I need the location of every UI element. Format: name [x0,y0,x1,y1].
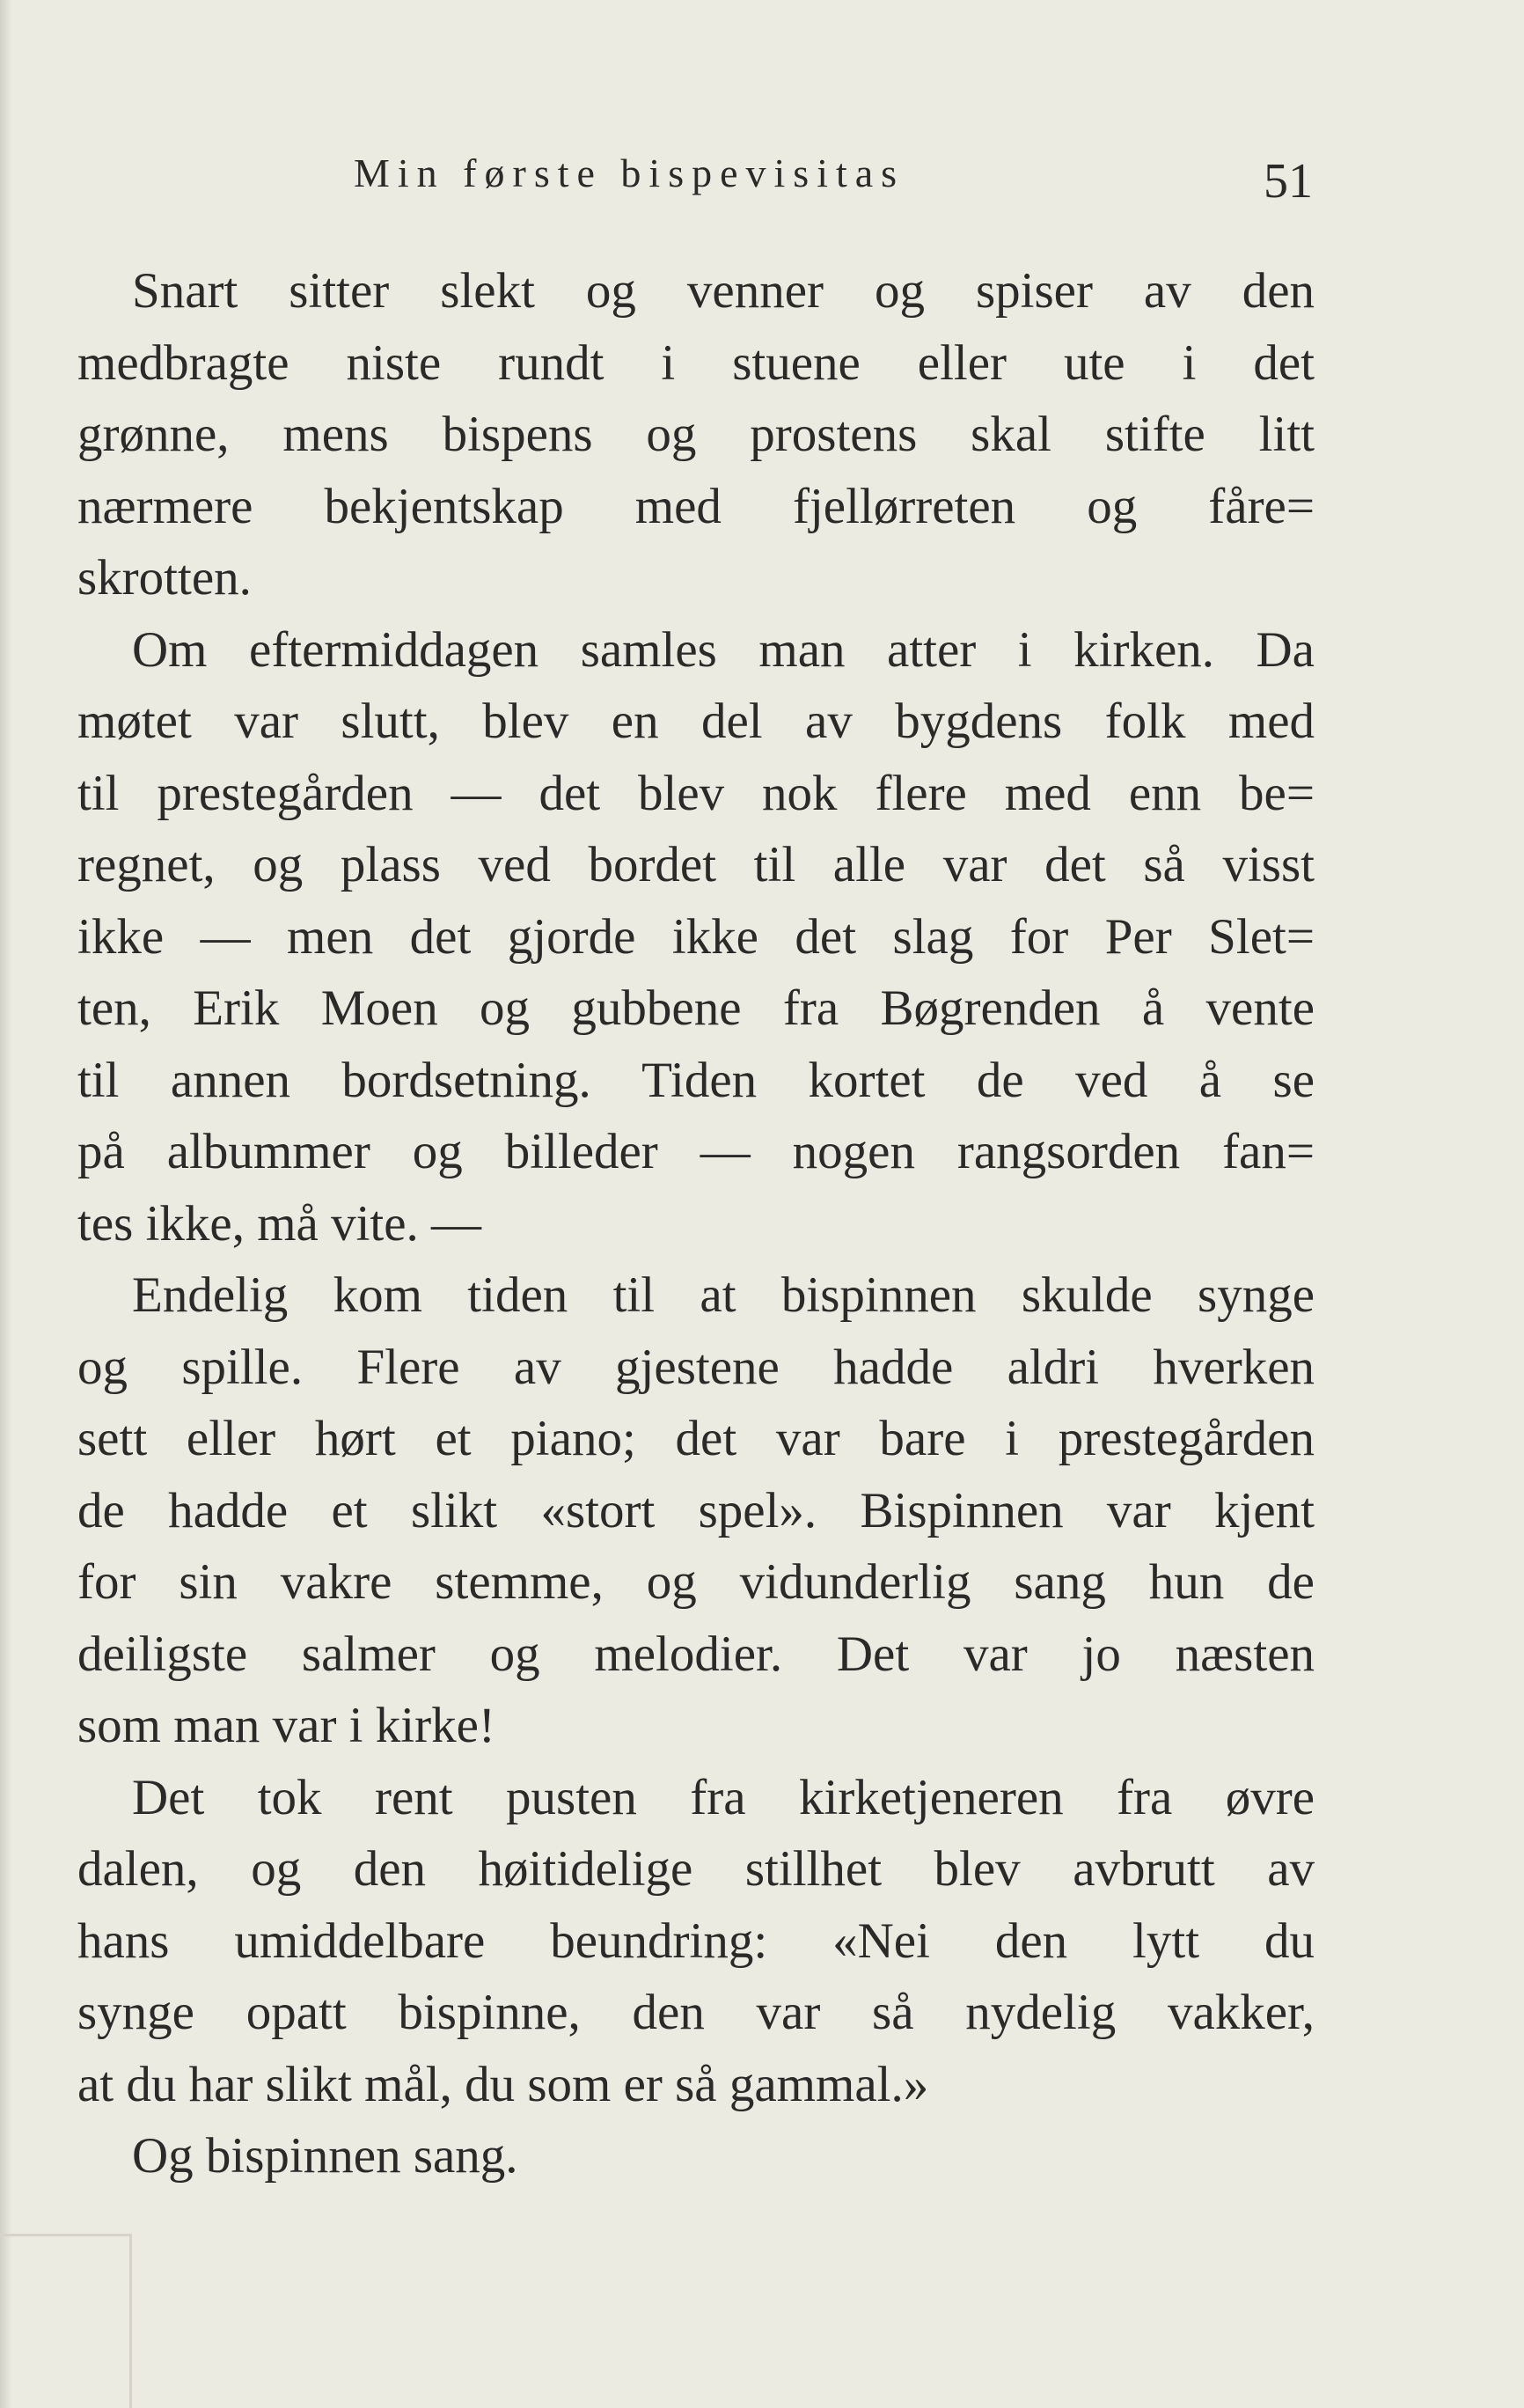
text-line: deiligste salmer og melodier. Det var jo næsten [77,1626,1315,1682]
text-line: på albummer og billeder — nogen rangsorden fan= [77,1124,1315,1179]
text-line: til prestegården — det blev nok flere med enn be= [77,765,1315,821]
text-line: Og bispinnen sang. [132,2128,518,2184]
text-line: Det tok rent pusten fra kirketjeneren fra øvre [132,1769,1315,1825]
text-line: at du har slikt mål, du som er så gammal.» [77,2056,929,2112]
text-line: grønne, mens bispens og prostens skal stifte litt [77,407,1315,462]
text-line: hans umiddelbare beundring: «Nei den lytt du [77,1912,1315,1969]
text-line: tes ikke, må vite. — [77,1195,482,1252]
text-line: medbragte niste rundt i stuene eller ute i det [77,334,1315,391]
text-line: skrotten. [77,550,252,606]
text-line: møtet var slutt, blev en del av bygdens folk med [77,694,1315,749]
page-edge-mark [0,2234,132,2408]
text-line: for sin vakre stemme, og vidunderlig sang hun de [77,1554,1315,1610]
page-edge-shadow [0,0,12,2408]
text-line: synge opatt bispinne, den var så nydelig vakker, [77,1985,1315,2040]
text-line: Endelig kom tiden til at bispinnen skulde synge [132,1267,1315,1323]
text-line: nærmere bekjentskap med fjellørreten og fåre= [77,478,1315,534]
text-line: til annen bordsetning. Tiden kortet de ved å se [77,1052,1315,1108]
page-number: 51 [1264,154,1313,209]
text-line: regnet, og plass ved bordet til alle var det så visst [77,837,1315,892]
body-text [77,255,1315,2192]
text-line: de hadde et slikt «stort spel». Bispinnen var kjent [77,1482,1315,1538]
text-line: Om eftermiddagen samles man atter i kirken. Da [132,621,1315,678]
text-line: sett eller hørt et piano; det var bare i prestegården [77,1411,1315,1466]
text-line: ikke — men det gjorde ikke det slag for Per Slet= [77,908,1315,965]
text-line: Snart sitter slekt og venner og spiser av den [132,263,1315,319]
text-line: og spille. Flere av gjestene hadde aldri hverken [77,1339,1315,1395]
text-line: ten, Erik Moen og gubbene fra Bøgrenden å vente [77,980,1315,1036]
text-line: som man var i kirke! [77,1698,495,1753]
running-head [354,150,1313,211]
text-line: dalen, og den høitidelige stillhet blev avbrutt av [77,1841,1315,1897]
running-title: Min første bispevisitas [354,150,905,195]
